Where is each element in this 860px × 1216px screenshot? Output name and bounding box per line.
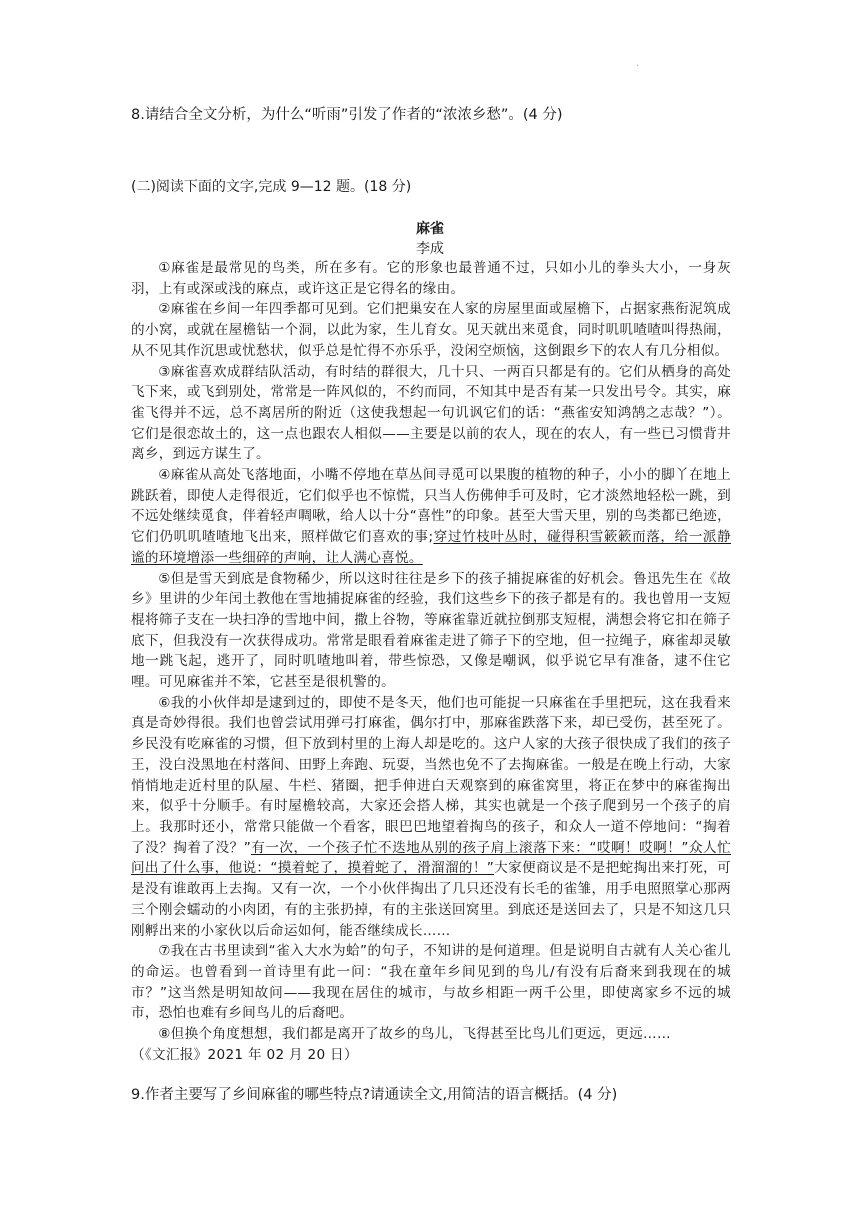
paragraph-6-text-a: ⑥我的小伙伴却是逮到过的，即使不是冬天，他们也可能捉一只麻雀在手里把玩，这在我看来真是奇妙得很。我们也曾尝试用弹弓打麻雀，偶尔打中，那麻雀跌落下来，却已受伤，甚至死了。乡民没有吃麻雀的习惯，但下放到村里的上海人却是吃的。这户人家的大孩子很快成了我们的孩子王，没白没黑地在村落间、田野上奔跑、玩耍，当然也免不了去掏麻雀。一般是在晚上行动，大家悄悄地走近村里的队屋、牛栏、猪圈，把手伸进白天观察到的麻雀窝里，将正在梦中的麻雀掏出来，似乎十分顺手。有时屋檐较高，大家还会搭人梯，其实也就是一个孩子爬到另一个孩子的肩上。我那时还小，常常只能做一个看客，眼巴巴地望着掏鸟的孩子，和众人一道不停地问：“掏着了没？掏着了没？” [131, 694, 731, 856]
article-source: （《文汇报》2021 年 02 月 20 日） [131, 1046, 358, 1063]
paragraph-7: ⑦我在古书里读到“雀入大水为蛤”的句子，不知讲的是何道理。但是说明自古就有人关心雀儿的命运。也曾看到一首诗里有此一问：“我在童年乡间见到的鸟儿/有没有后裔来到我现在的城市？”这当然是明知故问——我现在居住的城市，与故乡相距一两千公里，即使离家乡不远的城市，恐怕也难有乡间鸟儿的后裔吧。 [131, 943, 731, 1022]
article-author: 李成 [416, 241, 444, 257]
paragraph-4-text: ④麻雀从高处飞落地面，小嘴不停地在草丛间寻觅可以果腹的植物的种子，小小的脚丫在地上跳跃着，即使人走得很近，它们似乎也不惊慌，只当人伤佛伸手可及时，它才淡然地轻松一跳，到不远处继续觅食，伴着轻声啁啾，给人以十分“喜性”的印象。甚至大雪天里，别的鸟类都已绝迹，它们仍叽叽喳喳地飞出来，照样做它们喜欢的事; [131, 467, 731, 546]
page-dot: . [636, 58, 640, 69]
paragraph-6 [131, 693, 731, 941]
paragraph-5: ⑤但是雪天到底是食物稀少，所以这时往往是乡下的孩子捕捉麻雀的好机会。鲁迅先生在《故乡》里讲的少年闰土教他在雪地捕捉麻雀的经验，我们这些乡下的孩子都是有的。我也曾用一支短棍将筛子支在一块扫净的雪地中间，撒上谷物，等麻雀靠近就拉倒那支短棍，满想会将它扣在筛子底下，但我没有一次获得成功。常常是眼看着麻雀走进了筛子下的空地，但一拉绳子，麻雀却灵敏地一跳飞起，逃开了，同时叽喳地叫着，带些惊恐，又像是嘲讽，似乎说它早有准备，逮不住它哩。可见麻雀并不笨，它甚至是很机警的。 [131, 570, 731, 691]
paragraph-6-text-b: 大家便商议是不是把蛇掏出来打死，可是没有谁敢再上去掏。又有一次，一个小伙伴掏出了几只还没有长毛的雀雏，用手电照照掌心那两三个刚会蠕动的小肉团，有的主张扔掉，有的主张送回窝里。到底还是送回去了，只是不知这几只刚孵出来的小家伙以后命运如何，能否继续成长…… [131, 860, 731, 939]
question-8: 8.请结合全文分析，为什么“听雨”引发了作者的“浓浓乡愁”。(4 分) [131, 107, 563, 123]
paragraph-3: ③麻雀喜欢成群结队活动，有时结的群很大，几十只、一两百只都是有的。它们从栖身的高处飞下来，或飞到别处，常常是一阵风似的，不约而同，不知其中是否有某一只发出号令。其实，麻雀飞得并不远，总不离居所的附近（这使我想起一句讥讽它们的话：“燕雀安知鸿鹄之志哉？”）。它们是很恋故土的，这一点也跟农人相似——主要是以前的农人，现在的农人，有一些已习惯背井离乡，到远方谋生了。 [131, 363, 731, 463]
paragraph-6-underlined: 有一次，一个孩子忙不迭地从别的孩子肩上滚落下来：“哎啊！哎啊！”众人忙问出了什么事，他说：“摸着蛇了，摸着蛇了，滑溜溜的！” [131, 839, 731, 877]
article-body [131, 258, 731, 1065]
paragraph-4-underlined: 穿过竹枝叶丛时，碰得积雪簌簌而落，给一派静谧的环境增添一些细碎的声响，让人满心喜悦。 [131, 529, 731, 566]
question-9: 9.作者主要写了乡间麻雀的哪些特点?请通读全文,用简洁的语言概括。(4 分) [131, 1087, 618, 1103]
paragraph-2: ②麻雀在乡间一年四季都可见到。它们把巢安在人家的房屋里面或屋檐下，占据家燕衔泥筑成的小窝，或就在屋檐钻一个洞，以此为家，生儿育女。见天就出来觅食，同时叽叽喳喳叫得热闹，从不见其作沉思或忧愁状，似乎总是忙得不亦乐乎，没闲空烦恼，这倒跟乡下的农人有几分相似。 [131, 301, 731, 359]
article-title: 麻雀 [416, 221, 444, 237]
paragraph-1: ①麻雀是最常见的鸟类，所在多有。它的形象也最普通不过，只如小儿的拳头大小，一身灰羽，上有或深或浅的麻点，或许这正是它得名的缘由。 [131, 260, 731, 297]
section-2-heading: (二)阅读下面的文字,完成 9—12 题。(18 分) [131, 179, 412, 195]
paragraph-4 [131, 465, 731, 569]
paragraph-8: ⑧但换个角度想想，我们都是离开了故乡的鸟儿，飞得甚至比鸟儿们更远，更远…… [158, 1026, 671, 1043]
